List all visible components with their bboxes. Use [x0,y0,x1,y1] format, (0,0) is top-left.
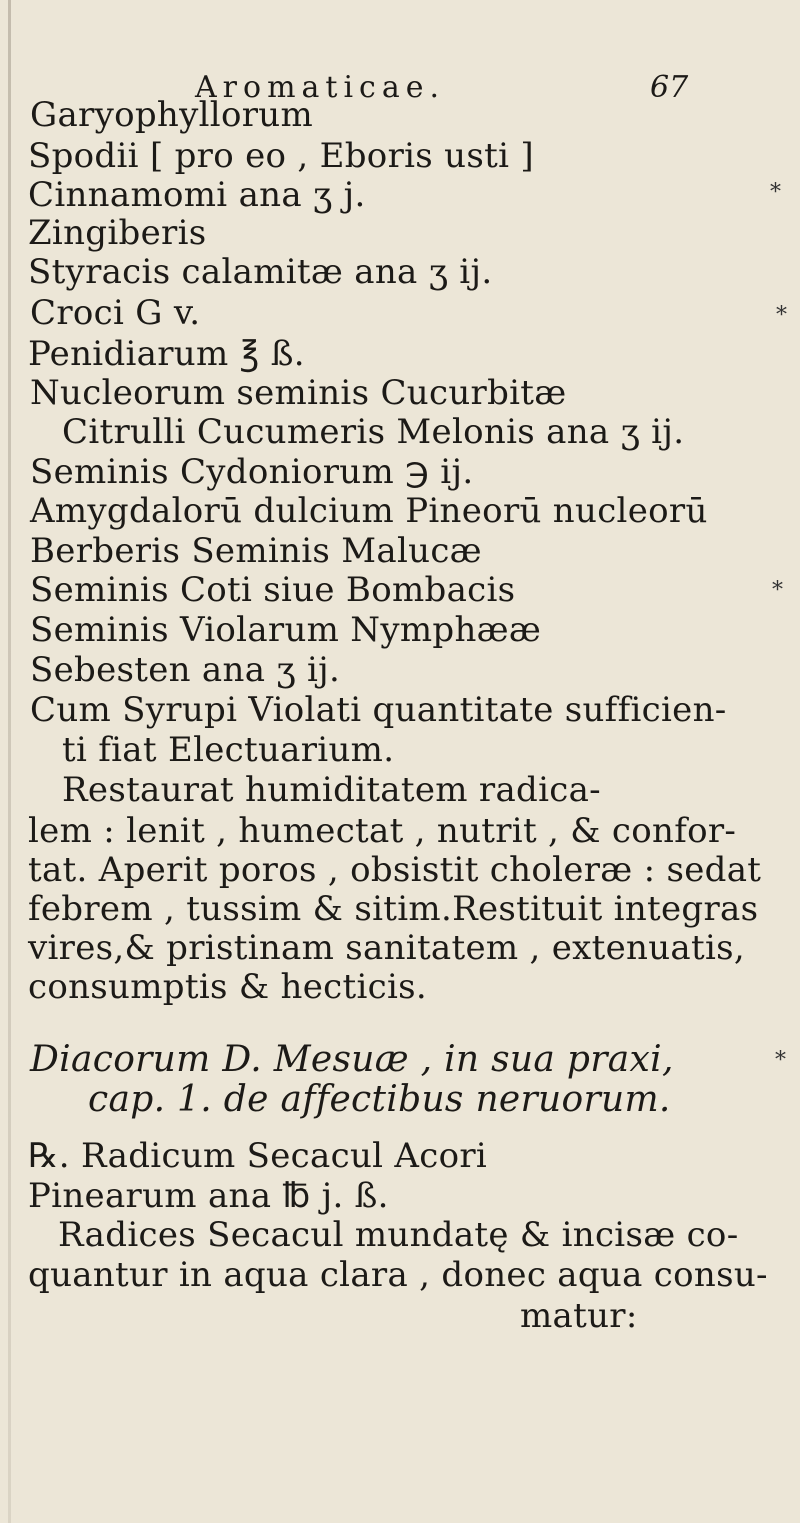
recipe-line: Penidiarum ℥ ß. [28,334,305,374]
recipe-line: ℞. Radicum Secacul Acori [28,1136,488,1176]
recipe-line: matur: [520,1296,638,1336]
recipe-line: Seminis Cydoniorum ℈ ij. [30,452,474,492]
recipe-line: Garyophyllorum [30,95,314,135]
recipe-line: Sebesten ana ʒ ij. [30,650,341,690]
recipe-line: Nucleorum seminis Cucurbitæ [30,373,567,413]
running-head: Aromaticae. [195,70,446,105]
recipe-heading: Diacorum D. Mesuæ , in sua praxi, [30,1039,674,1080]
recipe-line: ti fiat Electuarium. [62,730,395,770]
recipe-line: Seminis Coti siue Bombacis [30,570,516,610]
margin-mark: * [776,303,787,328]
margin-mark: * [775,1048,786,1073]
recipe-line: Zingiberis [28,213,207,253]
recipe-line: Spodii [ pro eo , Eboris usti ] [28,136,534,176]
binding-edge [8,0,11,1523]
recipe-line: Berberis Seminis Malucæ [30,531,482,571]
recipe-line: Styracis calamitæ ana ʒ ij. [28,252,493,292]
paragraph-line: consumptis & hecticis. [28,967,427,1007]
recipe-line: Radices Secacul mundatę & incisæ co- [58,1215,739,1255]
margin-mark: * [772,578,783,603]
recipe-line: Croci G v. [30,293,201,333]
margin-mark: * [770,180,781,205]
recipe-line: Cum Syrupi Violati quantitate sufficien- [30,690,727,730]
recipe-heading: cap. 1. de affectibus neruorum. [88,1079,671,1120]
recipe-line: Citrulli Cucumeris Melonis ana ʒ ij. [62,412,685,452]
recipe-line: Pinearum ana ℔ j. ß. [28,1176,389,1216]
recipe-line: Amygdalorū dulcium Pineorū nucleorū [30,491,708,531]
page-number: 67 [650,70,689,105]
paragraph-line: tat. Aperit poros , obsistit choleræ : sedat [28,850,762,890]
paragraph-line: vires,& pristinam sanitatem , extenuatis, [28,928,745,968]
paragraph-line: febrem , tussim & sitim.Restituit integras [28,889,759,929]
paragraph-line: lem : lenit , humectat , nutrit , & confor- [28,811,737,851]
recipe-line: Cinnamomi ana ʒ j. [28,175,366,215]
paragraph-line: Restaurat humiditatem radica- [62,770,601,810]
recipe-line: quantur in aqua clara , donec aqua consu- [28,1255,768,1295]
recipe-line: Seminis Violarum Nymphææ [30,610,542,650]
